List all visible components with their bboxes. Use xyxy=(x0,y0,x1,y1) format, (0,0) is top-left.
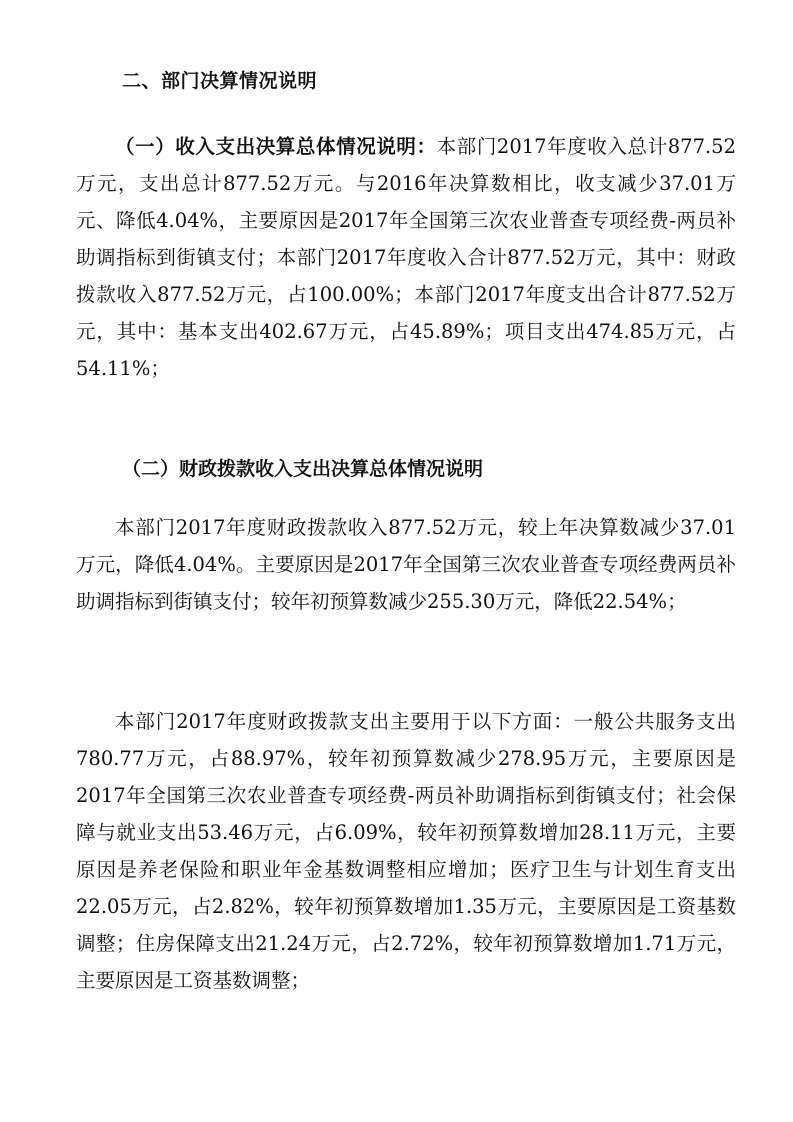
income-expenditure-overview-heading: （一）收入支出决算总体情况说明： xyxy=(115,135,437,158)
fiscal-appropriation-expenditure-paragraph: 本部门2017年度财政拨款支出主要用于以下方面：一般公共服务支出780.77万元，占88.97%，较年初预算数减少278.95万元，主要原因是2017年全国第三次农业普查专项经费-两员补助调指标到街镇支付；社会保障与就业支出53.46万元，占6.09%，较年初预算数增加28.11万元，主要原因是养老保险和职业年金基数调整相应增加；医疗卫生与计划生育支出22.05万元，占2.82%，较年初预算数增加1.35万元，主要原因是工资基数调整；住房保障支出21.24万元，占2.72%，较年初预算数增加1.71万元，主要原因是工资基数调整； xyxy=(76,710,736,992)
section-title: 二、部门决算情况说明 xyxy=(122,70,318,92)
income-expenditure-overview-paragraph xyxy=(76,128,736,387)
fiscal-appropriation-income-paragraph: 本部门2017年度财政拨款收入877.52万元，较上年决算数减少37.01万元，降低4.04%。主要原因是2017年全国第三次农业普查专项经费两员补助调指标到街镇支付；较年初预算数减少255.30万元，降低22.54%； xyxy=(76,516,736,613)
fiscal-appropriation-heading: （二）财政拨款收入支出决算总体情况说明 xyxy=(122,458,484,480)
income-expenditure-overview-text: 本部门2017年度收入总计877.52万元，支出总计877.52万元。与2016年决算数相比，收支减少37.01万元、降低4.04%，主要原因是2017年全国第三次农业普查专项经费-两员补助调指标到街镇支付；本部门2017年度收入合计877.52万元，其中：财政拨款收入877.52万元，占100.00%；本部门2017年度支出合计877.52万元，其中：基本支出402.67万元，占45.89%；项目支出474.85万元，占54.11%； xyxy=(76,135,736,380)
